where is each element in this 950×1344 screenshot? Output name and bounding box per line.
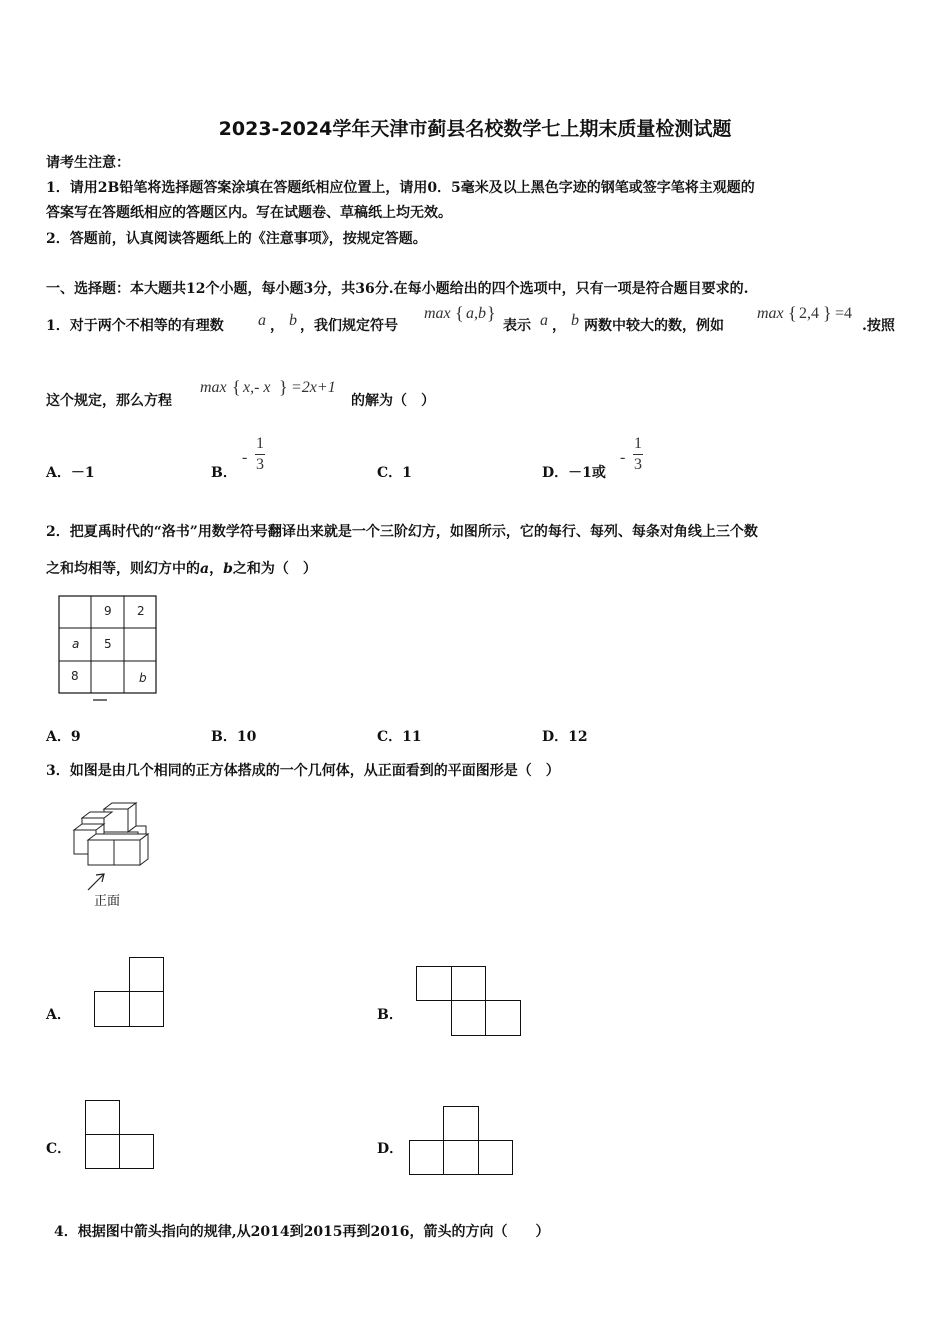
magic-cell-0-2: 2 xyxy=(137,604,145,618)
q1-comma-2: ， xyxy=(552,318,566,334)
q1-option-a[interactable]: A．－1 xyxy=(46,465,95,481)
q1-option-b-numerator: 1 xyxy=(256,435,264,452)
square xyxy=(409,1140,444,1175)
q1-max-3: max xyxy=(200,379,227,396)
notice-line-1b: 答案写在答题纸相应的答题区内。写在试题卷、草稿纸上均无效。 xyxy=(46,205,452,221)
q2-sep: ， xyxy=(209,561,224,577)
q3-text: 3．如图是由几个相同的正方体搭成的一个几何体，从正面看到的平面图形是（ ） xyxy=(46,763,560,779)
fraction-bar xyxy=(255,454,265,455)
square xyxy=(129,991,164,1027)
notice-line-2: 2．答题前，认真阅读答题纸上的《注意事项》，按规定答题。 xyxy=(46,231,427,247)
q1-text-4: 两数中较大的数，例如 xyxy=(584,318,724,334)
q1-option-d-denominator: 3 xyxy=(634,456,642,473)
q1-brace-open-3: { xyxy=(232,377,241,397)
square xyxy=(416,966,452,1001)
q1-var-a-2: a xyxy=(540,312,548,329)
q1-option-d-numerator: 1 xyxy=(634,435,642,452)
square xyxy=(485,1000,521,1036)
square xyxy=(443,1140,479,1175)
q1-option-c[interactable]: C．1 xyxy=(377,465,412,481)
q1-max-2: max xyxy=(757,305,784,322)
q1-equation-rhs: =2x+1 xyxy=(291,379,336,396)
section-heading: 一、选择题：本大题共12个小题，每小题3分，共36分.在每小题给出的四个选项中，只有一项是符合题目要求的. xyxy=(46,281,749,297)
q1-text-5: .按照 xyxy=(862,318,895,334)
q2-text-2 xyxy=(46,558,317,578)
q1-comma: ， xyxy=(270,318,284,334)
q1-text-1: 1．对于两个不相等的有理数 xyxy=(46,318,224,334)
q1-brace-close-2: } xyxy=(823,303,832,323)
q2-text-2a: 之和均相等，则幻方中的 xyxy=(46,561,200,577)
q1-option-d[interactable]: D．－1或 xyxy=(542,465,606,481)
square xyxy=(129,957,164,992)
q1-option-b[interactable]: B． xyxy=(211,465,237,481)
q1-text-2: ，我们规定符号 xyxy=(300,318,398,334)
magic-cell-0-1: 9 xyxy=(104,604,112,618)
q1-max-args-3: x,- x xyxy=(243,379,271,396)
q1-brace-close-3: } xyxy=(279,377,288,397)
square xyxy=(443,1106,479,1141)
q1-option-d-sign: - xyxy=(620,449,626,466)
q1-option-b-denominator: 3 xyxy=(256,456,264,473)
square xyxy=(94,991,130,1027)
square xyxy=(85,1100,120,1135)
q1-brace-open-2: { xyxy=(788,303,797,323)
magic-cell-1-1: 5 xyxy=(104,637,112,651)
square xyxy=(119,1134,154,1169)
q2-text-1: 2．把夏禹时代的“洛书”用数学符号翻译出来就是一个三阶幻方，如图所示，它的每行、每列、每条对角线上三个数 xyxy=(46,524,758,540)
q3-option-b-label[interactable]: B． xyxy=(377,1007,403,1023)
q1-brace-open-1: { xyxy=(455,303,464,323)
q2-option-a[interactable]: A．9 xyxy=(46,729,81,745)
q1-var-a: a xyxy=(258,312,266,329)
magic-cell-2-2: b xyxy=(139,671,147,685)
q2-option-d[interactable]: D．12 xyxy=(542,729,588,745)
square xyxy=(451,1000,486,1036)
q3-option-a-label[interactable]: A． xyxy=(46,1007,71,1023)
q4-text: 4．根据图中箭头指向的规律,从2014到2015再到2016，箭头的方向（ ） xyxy=(54,1224,550,1240)
notice-heading: 请考生注意： xyxy=(46,155,130,171)
q2-var-b: b xyxy=(223,561,233,577)
q1-option-b-fraction xyxy=(253,435,267,474)
q2-option-b[interactable]: B．10 xyxy=(211,729,257,745)
q1-max-args-2: 2,4 xyxy=(799,305,819,322)
q1-text-6: 这个规定，那么方程 xyxy=(46,393,172,409)
q2-var-a: a xyxy=(200,561,210,577)
square xyxy=(85,1134,120,1169)
q3-option-c-label[interactable]: C． xyxy=(46,1141,72,1157)
q2-option-c[interactable]: C．11 xyxy=(377,729,422,745)
magic-cell-2-0: 8 xyxy=(71,669,79,683)
magic-cell-1-0: a xyxy=(72,637,80,651)
square xyxy=(451,966,486,1001)
q1-option-d-fraction xyxy=(631,435,645,474)
page-title: 2023-2024学年天津市蓟县名校数学七上期末质量检测试题 xyxy=(218,118,732,140)
q1-var-b: b xyxy=(289,312,297,329)
q1-text-3: 表示 xyxy=(503,318,531,334)
q3-option-d-label[interactable]: D． xyxy=(377,1141,404,1157)
q2-text-2b: 之和为（ ） xyxy=(232,561,317,577)
front-label: 正面 xyxy=(94,894,121,909)
notice-line-1: 1．请用2B铅笔将选择题答案涂填在答题纸相应位置上，请用0．5毫米及以上黑色字迹的钢笔或签字笔将主观题的 xyxy=(46,180,755,196)
q1-text-7: 的解为（ ） xyxy=(351,393,435,409)
q1-brace-close-1: } xyxy=(487,303,496,323)
q1-example-result: =4 xyxy=(835,305,853,322)
q1-max-args-1: a,b xyxy=(466,305,486,322)
q1-option-b-sign: - xyxy=(242,449,248,466)
fraction-bar xyxy=(633,454,643,455)
q1-var-b-2: b xyxy=(571,312,579,329)
square xyxy=(478,1140,513,1175)
q1-max-1: max xyxy=(424,305,451,322)
